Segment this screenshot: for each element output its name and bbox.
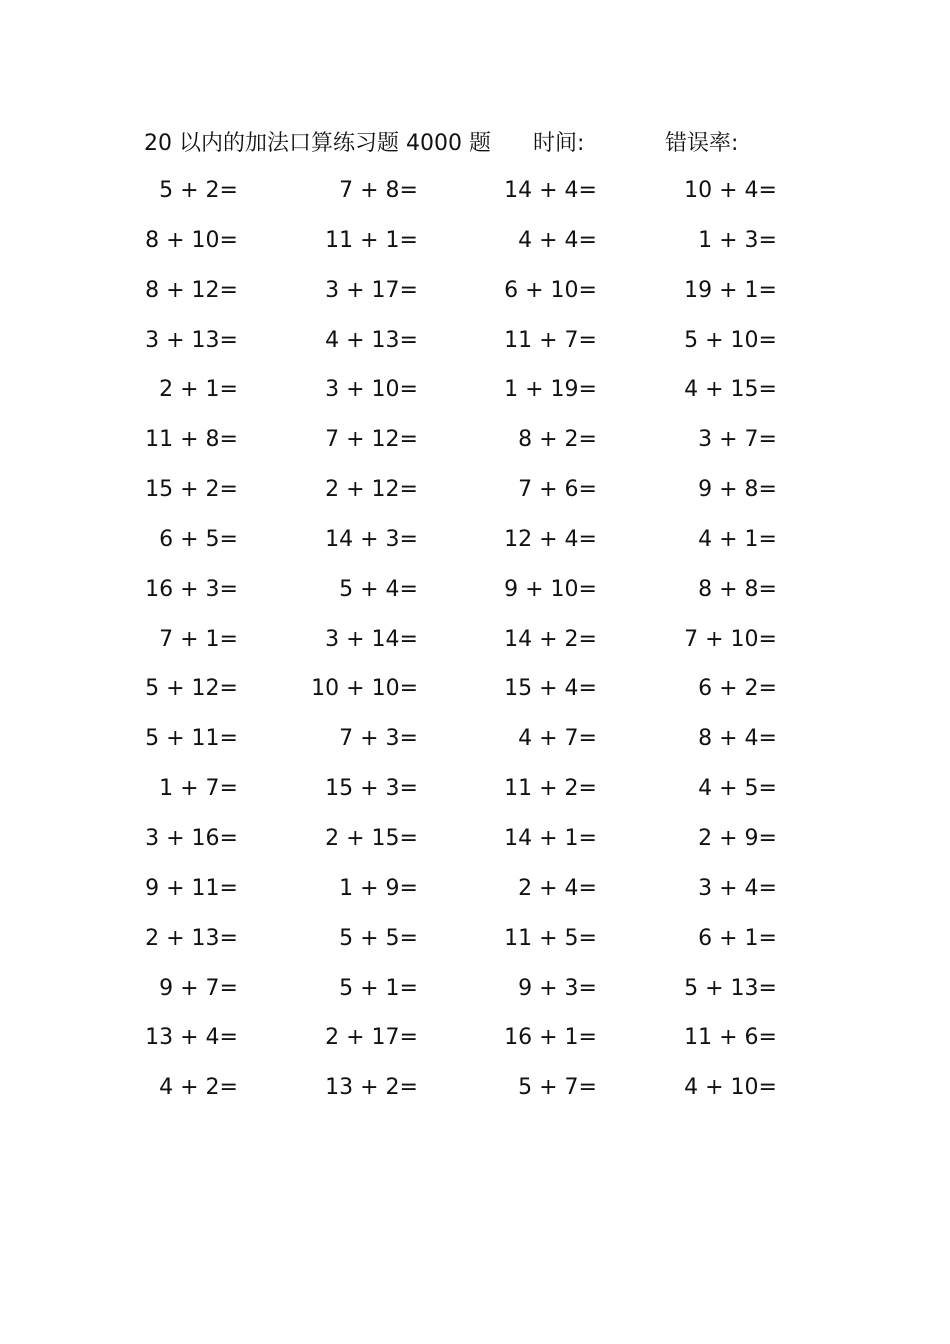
addition-problem: 7 + 1= — [159, 626, 238, 652]
addition-problem: 2 + 13= — [145, 925, 238, 951]
addition-problem: 4 + 15= — [684, 377, 777, 403]
addition-problem: 6 + 1= — [698, 925, 777, 951]
addition-problem: 3 + 7= — [698, 427, 777, 453]
addition-problem: 5 + 5= — [339, 925, 418, 951]
addition-problem: 4 + 1= — [698, 526, 777, 552]
addition-problem: 7 + 12= — [325, 427, 418, 453]
addition-problem: 5 + 2= — [159, 178, 238, 203]
problem-row — [0, 1063, 950, 1113]
addition-problem: 7 + 10= — [684, 626, 777, 652]
addition-problem: 2 + 4= — [518, 875, 597, 901]
problem-row — [0, 465, 950, 515]
addition-problem: 1 + 9= — [339, 875, 418, 901]
worksheet-header — [144, 124, 804, 164]
addition-problem: 5 + 12= — [145, 676, 238, 702]
problem-row — [0, 714, 950, 764]
addition-problem: 2 + 12= — [325, 477, 418, 503]
addition-problem: 11 + 1= — [325, 227, 418, 253]
addition-problem: 8 + 12= — [145, 277, 238, 303]
addition-problem: 11 + 7= — [504, 327, 597, 353]
addition-problem: 4 + 10= — [684, 1075, 777, 1101]
problem-row — [0, 316, 950, 366]
addition-problem: 10 + 4= — [684, 178, 777, 203]
addition-problem: 4 + 7= — [518, 726, 597, 752]
problem-row — [0, 814, 950, 864]
problem-row — [0, 914, 950, 964]
addition-problem: 3 + 16= — [145, 825, 238, 851]
problem-row — [0, 365, 950, 415]
addition-problem: 10 + 10= — [311, 676, 418, 702]
problem-row — [0, 515, 950, 565]
addition-problem: 12 + 4= — [504, 526, 597, 552]
addition-problem: 15 + 3= — [325, 776, 418, 802]
addition-problem: 3 + 14= — [325, 626, 418, 652]
time-label: 时间: — [533, 131, 585, 156]
addition-problem: 8 + 10= — [145, 227, 238, 253]
addition-problem: 9 + 3= — [518, 975, 597, 1001]
addition-problem: 3 + 13= — [145, 327, 238, 353]
addition-problem: 3 + 4= — [698, 875, 777, 901]
addition-problem: 2 + 1= — [159, 377, 238, 403]
problem-row — [0, 565, 950, 615]
addition-problem: 11 + 8= — [145, 427, 238, 453]
addition-problem: 7 + 6= — [518, 477, 597, 503]
addition-problem: 2 + 9= — [698, 825, 777, 851]
addition-problem: 4 + 4= — [518, 227, 597, 253]
addition-problem: 14 + 1= — [504, 825, 597, 851]
addition-problem: 9 + 10= — [504, 576, 597, 602]
addition-problem: 6 + 5= — [159, 526, 238, 552]
problem-row — [0, 216, 950, 266]
problem-row — [0, 964, 950, 1014]
problem-row — [0, 615, 950, 665]
addition-problem: 6 + 10= — [504, 277, 597, 303]
addition-problem: 8 + 2= — [518, 427, 597, 453]
addition-problem: 16 + 3= — [145, 576, 238, 602]
addition-problem: 14 + 4= — [504, 178, 597, 203]
addition-problem: 1 + 19= — [504, 377, 597, 403]
addition-problem: 13 + 4= — [145, 1025, 238, 1051]
addition-problem: 5 + 7= — [518, 1075, 597, 1101]
addition-problem: 9 + 8= — [698, 477, 777, 503]
addition-problem: 2 + 15= — [325, 825, 418, 851]
addition-problem: 5 + 13= — [684, 975, 777, 1001]
addition-problem: 7 + 8= — [339, 178, 418, 203]
addition-problem: 15 + 4= — [504, 676, 597, 702]
page-title: 20 以内的加法口算练习题 4000 题 — [144, 131, 491, 156]
addition-problem: 2 + 17= — [325, 1025, 418, 1051]
addition-problem: 3 + 17= — [325, 277, 418, 303]
addition-problem: 6 + 2= — [698, 676, 777, 702]
problem-row — [0, 415, 950, 465]
addition-problem: 11 + 2= — [504, 776, 597, 802]
addition-problem: 5 + 1= — [339, 975, 418, 1001]
error-rate-label: 错误率: — [665, 131, 739, 156]
addition-problem: 8 + 8= — [698, 576, 777, 602]
addition-problem: 5 + 4= — [339, 576, 418, 602]
addition-problem: 8 + 4= — [698, 726, 777, 752]
addition-problem: 13 + 2= — [325, 1075, 418, 1101]
addition-problem: 14 + 3= — [325, 526, 418, 552]
addition-problem: 16 + 1= — [504, 1025, 597, 1051]
problem-row — [0, 864, 950, 914]
addition-problem: 7 + 3= — [339, 726, 418, 752]
addition-problem: 1 + 3= — [698, 227, 777, 253]
addition-problem: 19 + 1= — [684, 277, 777, 303]
addition-problem: 14 + 2= — [504, 626, 597, 652]
problem-row — [0, 266, 950, 316]
addition-problem: 5 + 11= — [145, 726, 238, 752]
problem-row — [0, 1013, 950, 1063]
addition-problem: 11 + 6= — [684, 1025, 777, 1051]
addition-problem: 4 + 2= — [159, 1075, 238, 1101]
problem-row — [0, 764, 950, 814]
problem-row — [0, 664, 950, 714]
problem-grid — [0, 166, 950, 1113]
addition-problem: 9 + 7= — [159, 975, 238, 1001]
addition-problem: 5 + 10= — [684, 327, 777, 353]
problem-row — [0, 166, 950, 216]
addition-problem: 3 + 10= — [325, 377, 418, 403]
addition-problem: 15 + 2= — [145, 477, 238, 503]
addition-problem: 9 + 11= — [145, 875, 238, 901]
addition-problem: 4 + 5= — [698, 776, 777, 802]
addition-problem: 4 + 13= — [325, 327, 418, 353]
addition-problem: 11 + 5= — [504, 925, 597, 951]
addition-problem: 1 + 7= — [159, 776, 238, 802]
